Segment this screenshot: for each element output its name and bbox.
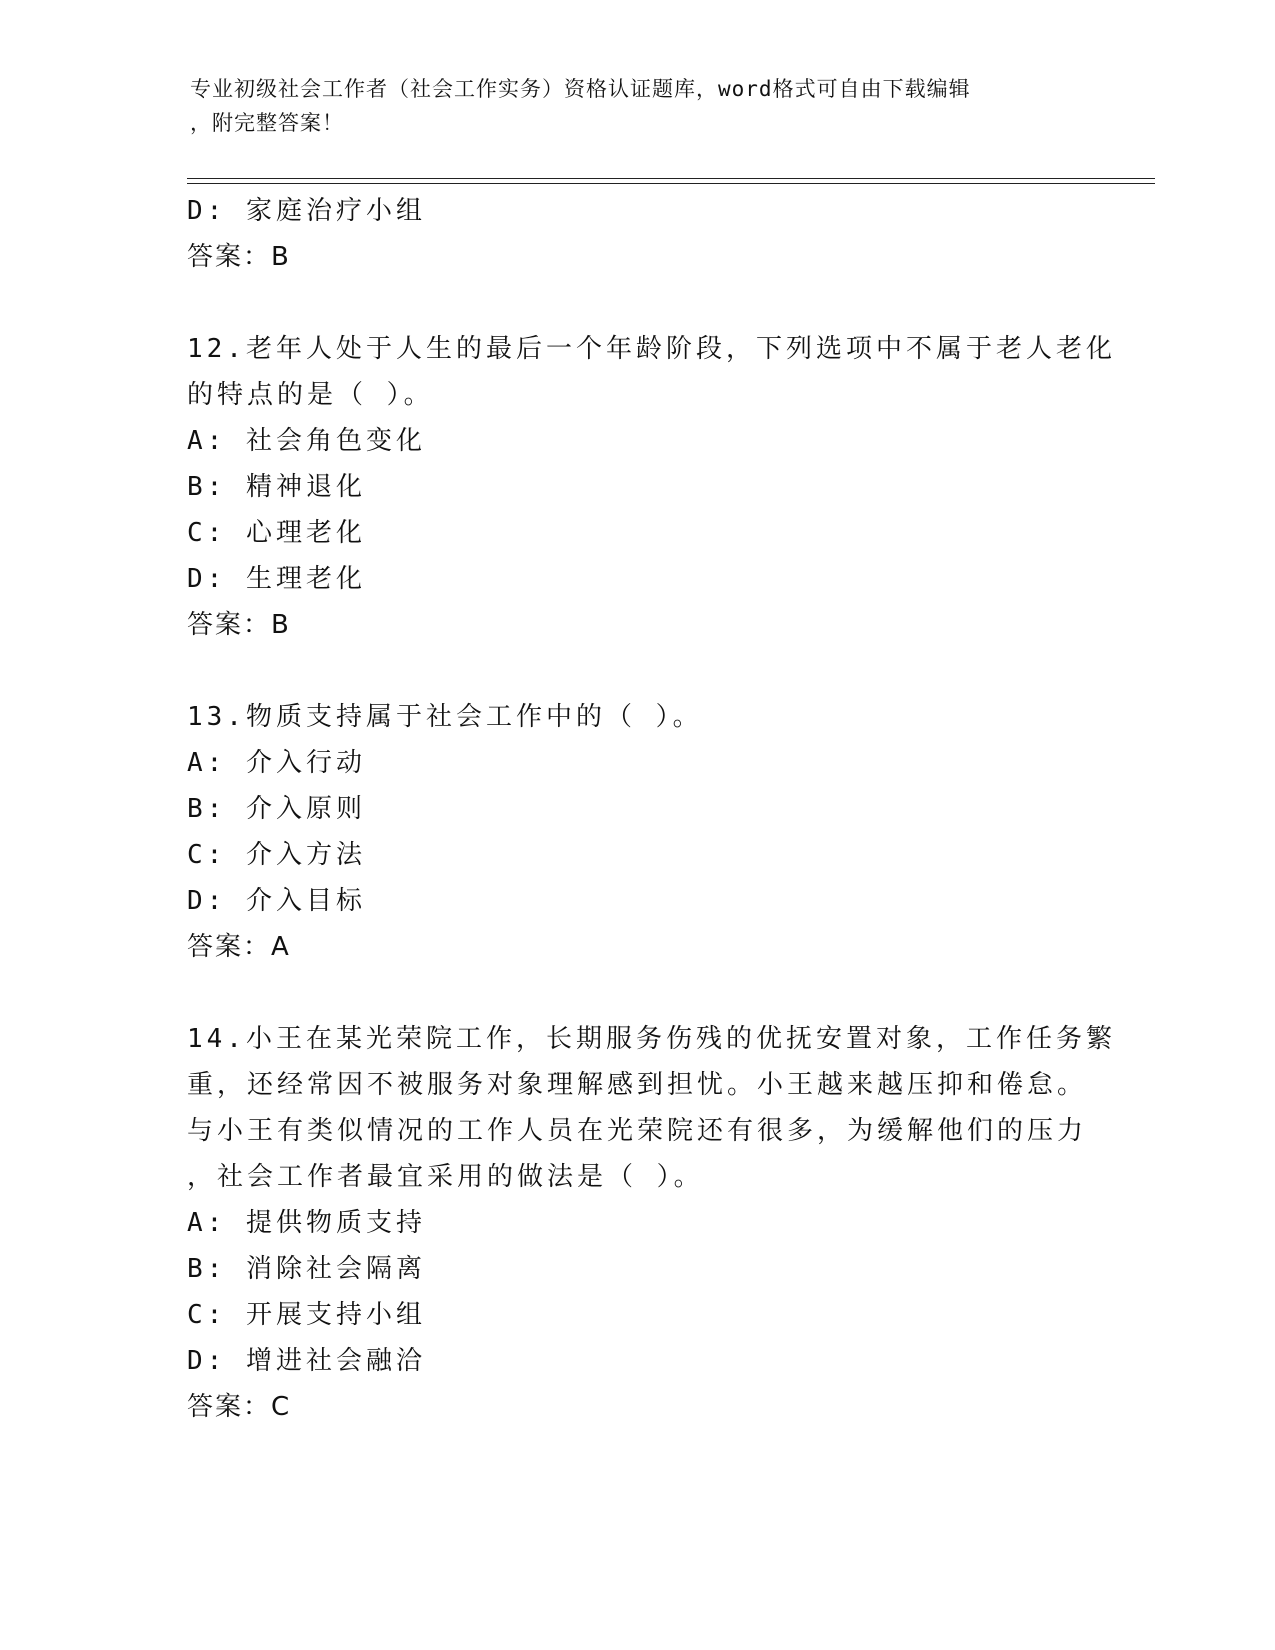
question-13-option-c: C: 介入方法 — [187, 840, 366, 870]
page-header — [190, 72, 1090, 140]
spacer — [187, 280, 1087, 326]
question-14-option-d: D: 增进社会融洽 — [187, 1346, 426, 1376]
question-14-text-line-2: 重，还经常因不被服务对象理解感到担忧。小王越来越压抑和倦怠。 — [187, 1070, 1088, 1100]
spacer — [187, 970, 1087, 1016]
question-12-option-b: B: 精神退化 — [187, 472, 366, 502]
question-12-text-line-2: 的特点的是（ ）。 — [187, 380, 434, 410]
question-13-option-a: A: 介入行动 — [187, 748, 366, 778]
header-divider-bottom — [187, 183, 1155, 184]
question-14-option-c: C: 开展支持小组 — [187, 1300, 426, 1330]
question-12-answer: 答案：B — [187, 610, 291, 640]
question-13 — [187, 694, 1087, 970]
question-14-option-b: B: 消除社会隔离 — [187, 1254, 426, 1284]
question-12 — [187, 326, 1116, 648]
question-14 — [187, 1016, 1116, 1430]
question-14-option-a: A: 提供物质支持 — [187, 1208, 426, 1238]
question-13-option-b: B: 介入原则 — [187, 794, 366, 824]
question-12-option-c: C: 心理老化 — [187, 518, 366, 548]
question-14-text-line-1: 14.小王在某光荣院工作，长期服务伤残的优抚安置对象，工作任务繁 — [187, 1024, 1116, 1054]
question-12-text-line-1: 12.老年人处于人生的最后一个年龄阶段，下列选项中不属于老人老化 — [187, 334, 1116, 364]
header-title-line-2: ，附完整答案！ — [190, 111, 344, 135]
question-12-option-d: D: 生理老化 — [187, 564, 366, 594]
question-12-option-a: A: 社会角色变化 — [187, 426, 426, 456]
prev-question-answer: 答案：B — [187, 242, 291, 272]
header-divider-top — [187, 178, 1155, 179]
document-body — [187, 188, 1116, 1430]
question-13-text-line-1: 13.物质支持属于社会工作中的（ ）。 — [187, 702, 703, 732]
prev-question-option-d: D: 家庭治疗小组 — [187, 196, 426, 226]
header-title-line-1: 专业初级社会工作者（社会工作实务）资格认证题库，word格式可自由下载编辑 — [190, 77, 971, 101]
question-13-option-d: D: 介入目标 — [187, 886, 366, 916]
spacer — [187, 648, 1087, 694]
question-13-answer: 答案：A — [187, 932, 291, 962]
question-14-text-line-4: ，社会工作者最宜采用的做法是（ ）。 — [187, 1162, 704, 1192]
question-14-answer: 答案：C — [187, 1392, 292, 1422]
question-14-text-line-3: 与小王有类似情况的工作人员在光荣院还有很多，为缓解他们的压力 — [187, 1116, 1088, 1146]
